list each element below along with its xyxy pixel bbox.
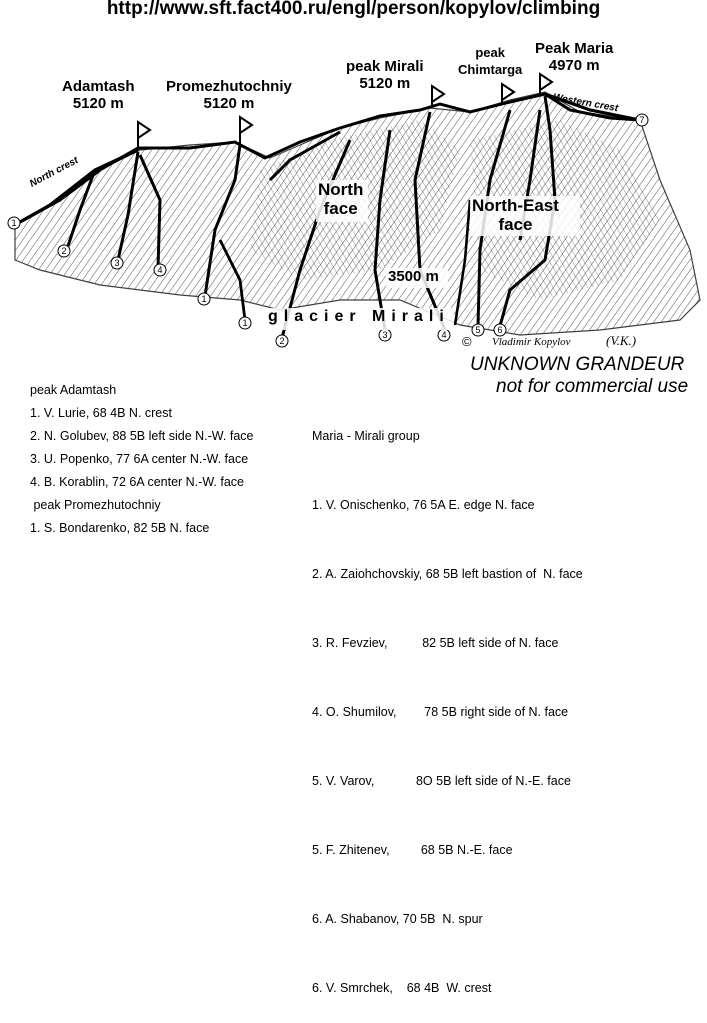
maria-mirali-route-list — [312, 379, 583, 1023]
marker-label: 2 — [279, 336, 285, 346]
marker-label: 1 — [201, 294, 207, 304]
list-item: 6. V. Smrchek, 68 4B W. crest — [312, 981, 492, 995]
peak-height: 4970 m — [548, 57, 600, 74]
list-item: peak Adamtash — [30, 383, 117, 397]
title-unknown-grandeur: UNKNOWN GRANDEUR — [470, 354, 685, 375]
list-item: 2. A. Zaiohchovskiy, 68 5B left bastion of N. face — [312, 567, 583, 581]
north-face-line: North — [318, 180, 364, 199]
source-url: http://www.sft.fact400.ru/engl/person/kopylov/climbing — [106, 0, 601, 19]
ne-face-line: face — [498, 215, 533, 234]
north-face-line: face — [323, 199, 358, 218]
commercial-notice: not for commercial use — [496, 376, 689, 397]
ne-face-line: North-East — [472, 196, 559, 215]
peak-mirali — [346, 58, 424, 92]
north-face-label — [318, 180, 363, 218]
list-item: 5. V. Varov, 8O 5B left side of N.-E. face — [312, 774, 571, 788]
marker-label: 3 — [114, 258, 120, 268]
author-initials: (V.K.) — [606, 333, 637, 348]
north-east-face-label — [472, 196, 559, 234]
adamtash-route-list — [30, 379, 253, 540]
peak-height: Chimtarga — [458, 62, 523, 77]
marker-label: 3 — [382, 330, 388, 340]
glacier-label: glacier Mirali — [268, 308, 450, 325]
list-item: 1. V. Lurie, 68 4B N. crest — [30, 406, 172, 420]
list-item: 1. S. Bondarenko, 82 5B N. face — [30, 521, 210, 535]
marker-label: 1 — [11, 218, 17, 228]
list-item: 3. R. Fevziev, 82 5B left side of N. face — [312, 636, 559, 650]
altitude-label: 3500 m — [388, 268, 439, 285]
list-item: 3. U. Popenko, 77 6A center N.-W. face — [30, 452, 249, 466]
peak-height: 5120 m — [359, 75, 411, 92]
list-item: 5. F. Zhitenev, 68 5B N.-E. face — [312, 843, 513, 857]
marker-label: 4 — [157, 265, 163, 275]
peak-height: 5120 m — [203, 95, 255, 112]
marker-label: 4 — [441, 330, 447, 340]
marker-label: 2 — [61, 246, 67, 256]
peak-promezhutochniy — [166, 78, 292, 112]
peak-adamtash — [62, 78, 135, 112]
marker-label: 6 — [497, 325, 503, 335]
copyright-symbol: © — [462, 334, 472, 349]
peak-name: Peak Maria — [535, 40, 614, 57]
peak-name: peak — [475, 45, 505, 60]
list-item: 1. V. Onischenko, 76 5A E. edge N. face — [312, 498, 535, 512]
peak-maria — [535, 40, 613, 74]
list-item: Maria - Mirali group — [312, 429, 420, 443]
marker-label: 5 — [475, 325, 481, 335]
list-item: 4. B. Korablin, 72 6A center N.-W. face — [30, 475, 244, 489]
peak-chimtarga — [458, 44, 522, 78]
author-name: Vladimir Kopylov — [492, 336, 571, 348]
marker-label: 7 — [639, 115, 645, 125]
list-item: 2. N. Golubev, 88 5B left side N.-W. face — [30, 429, 254, 443]
marker-label: 1 — [242, 318, 248, 328]
list-item: 6. A. Shabanov, 70 5B N. spur — [312, 912, 483, 926]
peak-name: Adamtash — [62, 78, 135, 95]
list-item: 4. O. Shumilov, 78 5B right side of N. face — [312, 705, 569, 719]
peak-name: peak Mirali — [346, 58, 424, 75]
peak-name: Promezhutochniy — [166, 78, 292, 95]
list-item: peak Promezhutochniy — [30, 498, 161, 512]
peak-height: 5120 m — [72, 95, 124, 112]
north-crest-label: North crest — [28, 154, 81, 190]
western-crest-label: Western crest — [552, 92, 619, 115]
